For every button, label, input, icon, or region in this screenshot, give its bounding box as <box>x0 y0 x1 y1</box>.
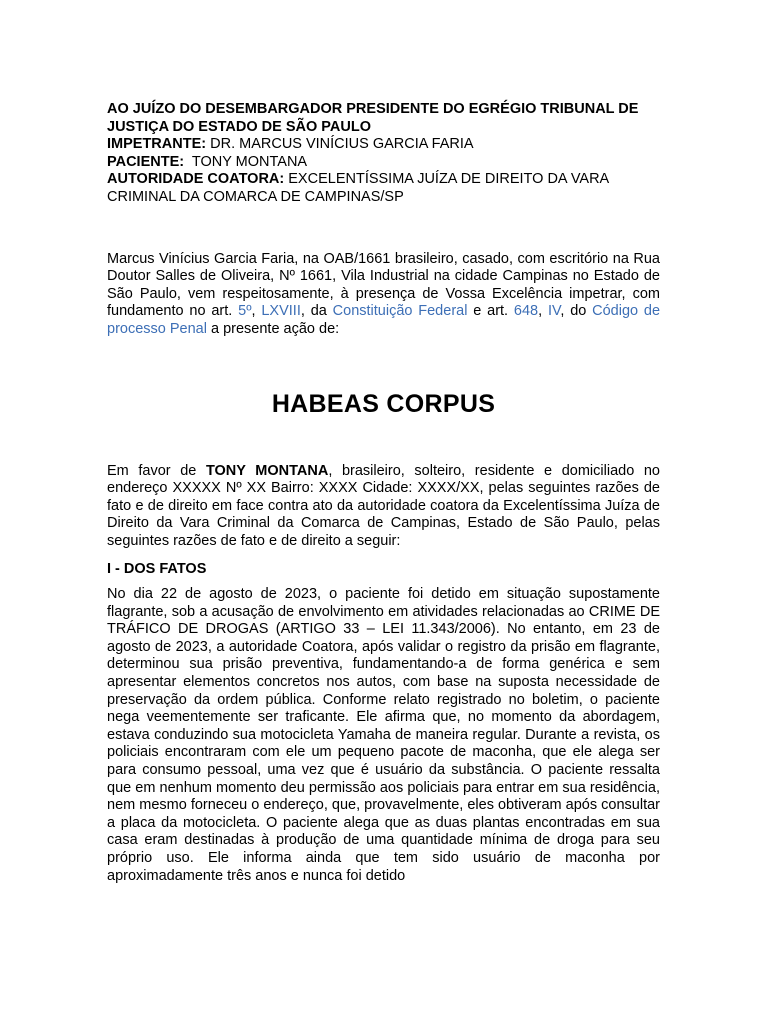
link-art-648[interactable]: 648 <box>513 303 539 320</box>
document-body <box>107 101 660 885</box>
intro-sep-2: , <box>538 303 548 320</box>
link-iv[interactable]: IV <box>547 303 561 320</box>
link-constituicao-federal[interactable]: Constituição Federal <box>332 303 468 320</box>
habeas-corpus-title: HABEAS CORPUS <box>271 389 496 418</box>
paciente-label: PACIENTE: <box>107 153 185 170</box>
autoridade-coatora-line <box>107 171 660 206</box>
court-address-heading: AO JUÍZO DO DESEMBARGADOR PRESIDENTE DO EGRÉGIO TRIBUNAL DE JUSTIÇA DO ESTADO DE SÃO PAULO <box>107 101 639 135</box>
intro-text-4: , do <box>560 303 593 320</box>
impetrante-line <box>107 136 660 154</box>
intro-text-1: Marcus Vinícius Garcia Faria, na OAB/1661 brasileiro, casado, com escritório na Rua Doutor Salles de Oliveira, Nº 1661, Vila Industrial na cidade Campinas no Estado de São Paulo, vem respeitosamente, à presença de Vossa Excelência impetrar, com fundamento no art. <box>107 250 660 320</box>
paciente-line <box>107 154 660 172</box>
impetrante-value: DR. MARCUS VINÍCIUS GARCIA FARIA <box>206 136 474 153</box>
intro-text-3: e art. <box>467 303 514 320</box>
intro-text-5: a presente ação de: <box>206 320 340 337</box>
favor-text-1: Em favor de <box>107 462 206 479</box>
section-heading-dos-fatos: I - DOS FATOS <box>107 560 207 577</box>
autoridade-coatora-value: EXCELENTÍSSIMA JUÍZA DE DIREITO DA VARA CRIMINAL DA COMARCA DE CAMPINAS/SP <box>107 171 613 205</box>
favor-paragraph <box>107 463 660 551</box>
intro-text-2: , da <box>300 303 333 320</box>
paciente-value: TONY MONTANA <box>184 153 308 170</box>
autoridade-coatora-label: AUTORIDADE COATORA: <box>107 171 285 188</box>
favor-patient-name: TONY MONTANA <box>205 462 329 479</box>
impetrante-label: IMPETRANTE: <box>107 136 207 153</box>
intro-paragraph <box>107 251 660 339</box>
link-lxviii[interactable]: LXVIII <box>261 303 301 320</box>
favor-text-2: , brasileiro, solteiro, residente e domiciliado no endereço XXXXX Nº XX Bairro: XXXX Cidade: XXXX/XX, pelas seguintes razões de fato e de direito em face contra ato da autoridade coatora da Excelentíssima Juíza de Direito da Vara Criminal da Comarca de Campinas, Estado de São Paulo, pelas seguintes razões de fato e de direito a seguir: <box>107 462 660 549</box>
link-art-5[interactable]: 5º <box>238 303 252 320</box>
dos-fatos-paragraph: No dia 22 de agosto de 2023, o paciente foi detido em situação supostamente flagrante, sob a acusação de envolvimento em atividades relacionadas ao CRIME DE TRÁFICO DE DROGAS (ARTIGO 33 – LEI 11.343/2006). No entanto, em 23 de agosto de 2023, a autoridade Coatora, após validar o registro da prisão em flagrante, determinou sua prisão preventiva, fundamentando-a de forma genérica e sem apresentar elementos concretos nos autos, com base na suposta necessidade de preservação da ordem pública. Conforme relato registrado no boletim, o paciente nega veementemente ser traficante. Ele afirma que, no momento da abordagem, estava conduzindo sua motocicleta Yamaha de maneira regular. Durante a revista, os policiais encontraram com ele um pequeno pacote de maconha, que ele alega ser para consumo pessoal, uma vez que é usuário da substância. O paciente ressalta que em nenhum momento deu permissão aos policiais para entrar em sua residência, nem mesmo forneceu o endereço, que, provavelmente, eles obtiveram após consultar a placa da motocicleta. O paciente alega que as duas plantas encontradas em sua casa eram destinadas à produção de uma quantidade mínima de droga para seu próprio uso. Ele informa ainda que tem sido usuário de maconha por aproximadamente três anos e nunca foi detido <box>107 586 660 884</box>
intro-sep-1: , <box>251 303 262 320</box>
link-codigo-processo-penal[interactable]: Código de processo Penal <box>107 303 661 337</box>
